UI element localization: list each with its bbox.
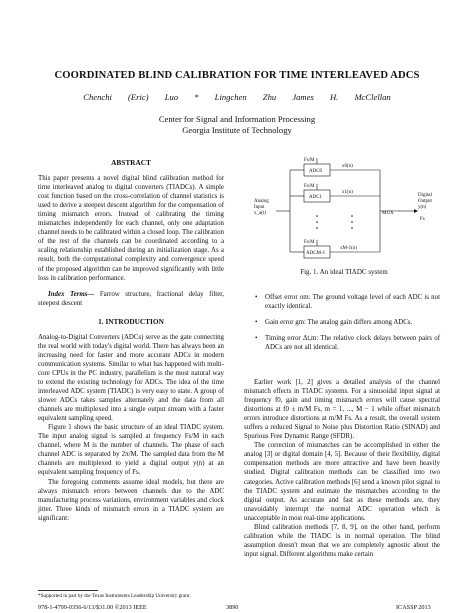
abstract-heading: ABSTRACT [111,158,151,167]
mux-label: MUX [382,211,394,216]
output-label-2: Output [418,199,432,204]
paper-authors: Chenchi (Eric) Luo * Lingchen Zhu James H. McClellan [83,92,391,102]
input-label-3: x_a(t) [254,211,266,216]
clock-label-1: Fs/M [304,184,315,189]
clock-label-m1: Fs/M [304,240,315,245]
input-label-2: Input [254,205,265,210]
bullet-text-gain: Gain error gm: The analog gain differs among ADCs. [265,319,413,327]
input-label-1: Analog [254,199,269,204]
footer-left: 978-1-4799-0356-6/13/$31.00 ©2013 IEEE [38,604,147,611]
bullet-text-timing: Timing error Δt,m: The relative clock delays between pairs of ADCs are not all identical. [265,335,440,352]
list-item: • Timing error Δt,m: The relative clock delays between pairs of ADCs are not all identical. [255,335,440,352]
right-column [244,378,440,559]
left-column [38,158,224,523]
affiliation-line-1: Center for Signal and Information Processing [158,114,316,124]
footer-right: ICASSP 2013 [396,604,431,611]
index-terms-label: Index Terms— [48,290,95,298]
bullet-text-offset: Offset error om: The ground voltage level of each ADC is not exactly identical. [265,294,440,311]
output-label-3: y(n) [418,205,427,210]
sample-label-1: x1(n) [342,190,353,195]
intro-paragraph-2: Figure 1 shows the basic structure of an ideal TIADC system. The input analog signal is sampled at frequency Fs/M in each channel, where M is the number of channels. The phase of each channel ADC is separated by 2π/M. The sampled data from the M channels are multiplexed to yield a digital output y(n) at an equivalent sampling frequency of Fs. [38,424,224,477]
right-paragraph-3: Blind calibration methods [7, 8, 9], on the other hand, perform calibration while the TIADC is in normal operation. The blind assumption doesn't mean that we are completely agnostic about the input signal. Different algorithms make certain [244,523,440,558]
footer-page-number: 3890 [226,604,239,611]
list-item: • Offset error om: The ground voltage level of each ADC is not exactly identical. [255,294,440,311]
intro-paragraph-1: Analog-to-Digital Converters (ADCs) serve as the gate connecting the real world with today's digital world. There has always been an increasing need for faster and more accurate ADCs in modern communication systems. Similar to what has happened with multi-core CPUs in the PC industry, parallelism is the most natural way to extend the existing technology for ADCs. The idea of the time interleaved ADC system (TIADC) is very easy to state. A group of slower ADCs takes samples alternately and the data from all channels are multiplexed into a single output stream with a faster equivalent sampling speed. [38,333,224,423]
index-terms [38,290,224,308]
sample-label-m1: xM-1(n) [340,246,357,251]
mismatch-list [254,293,440,359]
footnote: *Supported in part by the Texas Instruments Leadership University grant. [38,593,191,599]
affiliation [0,114,474,136]
affiliation-line-2: Georgia Institute of Technology [182,125,292,135]
sample-label-0: x0(n) [342,164,353,169]
tiadc-diagram [252,156,438,266]
clock-label-0: Fs/M [304,158,315,163]
adc-label-1: ADC1 [309,195,323,200]
footnote-rule [38,590,98,591]
adc-label-0: ADC0 [309,169,323,174]
list-item: • Gain error gm: The analog gain differs among ADCs. [255,319,413,327]
paper-title: COORDINATED BLIND CALIBRATION FOR TIME INTERLEAVED ADCS [54,70,420,81]
intro-paragraph-3: The foregoing comments assume ideal models, but there are always mismatch errors between channels due to the ADC manufacturing process variations, environment variables and clock jitter. Three kinds of mismatch errors in a TIADC system are significant: [38,478,224,522]
index-terms-text: Farrow structure, fractional delay filter, steepest descent [38,290,224,307]
intro-heading: 1. INTRODUCTION [98,316,164,326]
right-paragraph-1: Earlier work [1, 2] gives a detailed analysis of the channel mismatch effects in TIADC systems. For a sinusoidal input signal at frequency f0, gain and timing mismatch errors will cause spectral distortions at f0 ± m/M Fs, m = 1, ..., M − 1 while offset mismatch errors introduce distortions at m/M Fs. As a result, the overall system suffers a reduced Signal to Noise plus Distortion Ratio (SINAD) and Spurious Free Dynamic Range (SFDR). [244,379,440,441]
output-fs-label: Fs [420,217,425,222]
abstract-text: This paper presents a novel digital blind calibration method for time interleaved analog to digital converters (TIADCs). A simple cost function based on the cross-correlation of channel statistics is used to derive a steepest descent algorithm for the compensation of timing mismatch errors. Instead of calibrating the timing mismatches independently for each channel, only one adaptation channel needs to be calibrated within a closed loop. The calibration of the rest of the channels can be coordinated according to a scaling relationship established during an initialization stage. As a result, both the computational complexity and convergence speed of the proposed algorithm can be improved significantly with little loss in calibration performance. [38,175,224,282]
figure-caption: Fig. 1. An ideal TIADC system [300,268,388,276]
adc-label-m1: ADCM-1 [306,251,326,256]
output-label-1: Digital [418,193,432,198]
right-paragraph-2: The correction of mismatches can be accomplished in either the analog [3] or digital domain [4, 5]. Because of their flexibility, digital compensation methods are more attractive and have been heavily studied. Digital calibration methods can be classified into two categories. Active calibration methods [6] send a known pilot signal to the TIADC system and estimate the mismatches according to the digital output. As accurate and fast as these methods are, they unavoidably interrupt the normal ADC operation which is unacceptable in most real-time applications. [244,442,440,522]
